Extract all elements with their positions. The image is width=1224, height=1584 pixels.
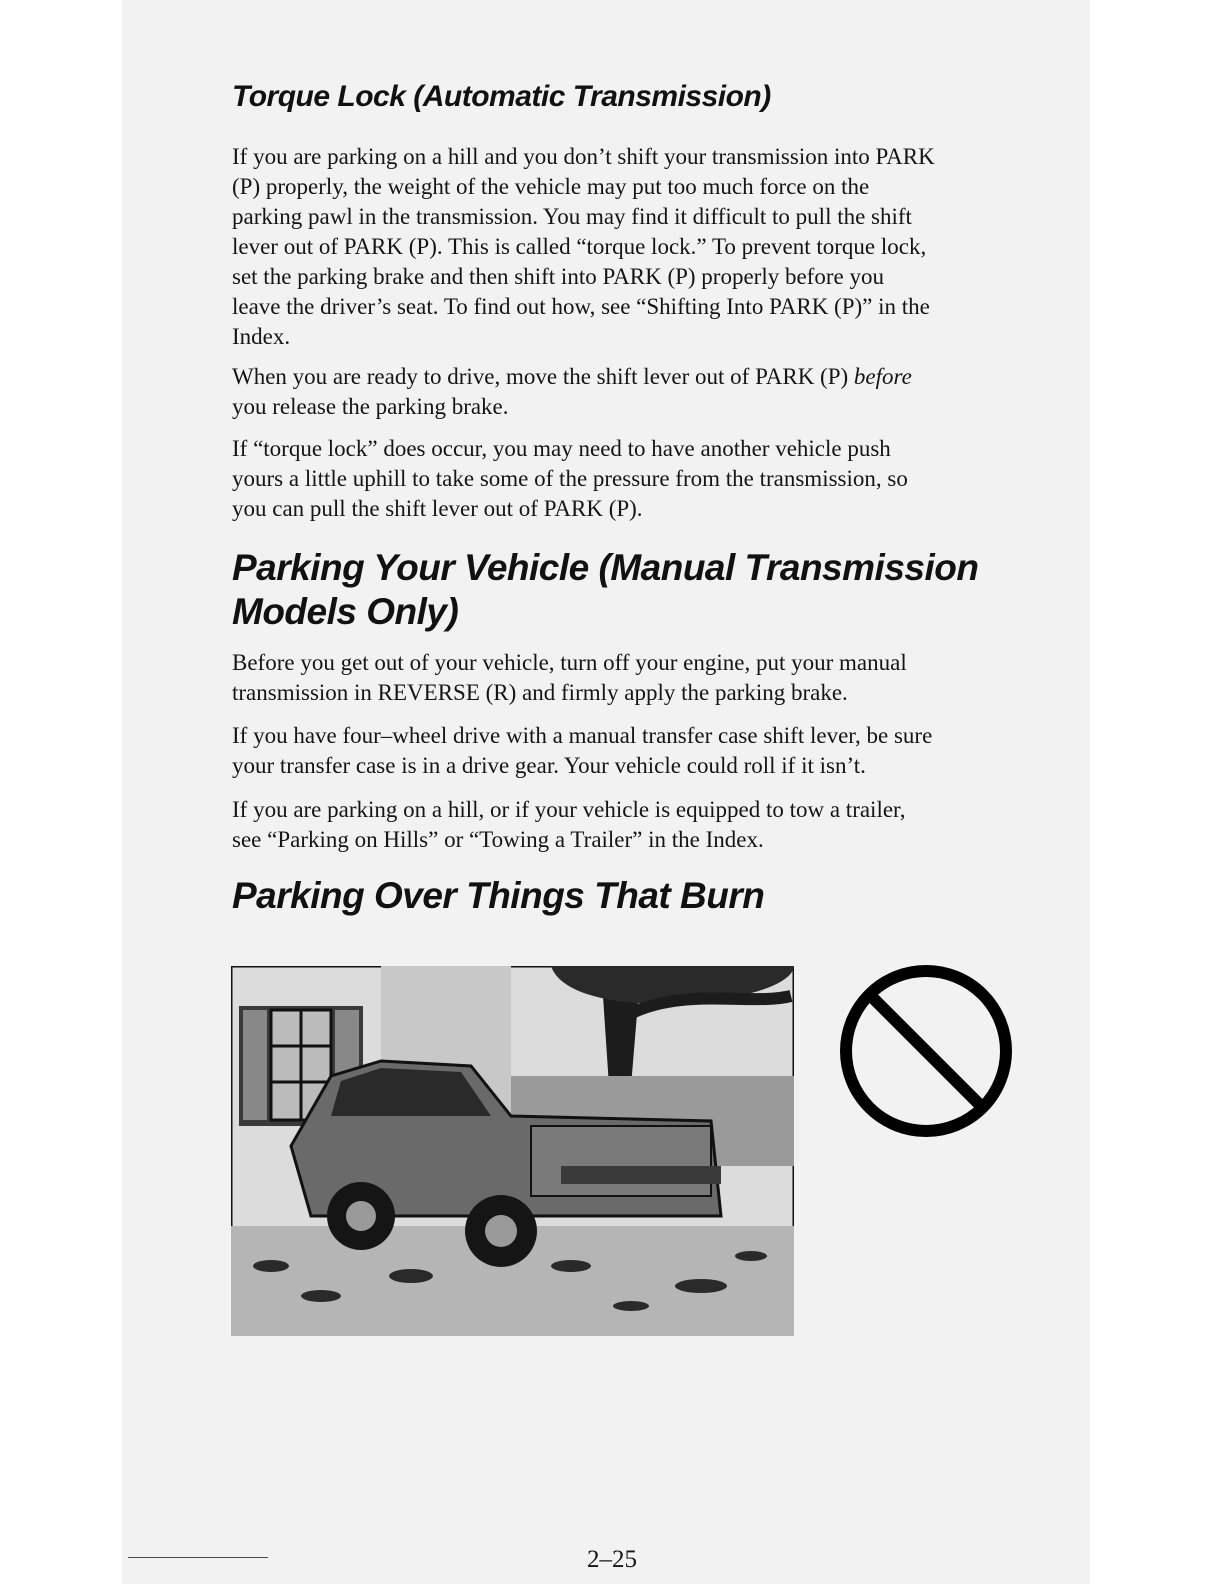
pickup-truck-parked-on-leaves-illustration	[231, 966, 794, 1336]
paragraph-ready-to-drive-end: you release the parking brake.	[232, 394, 509, 419]
paragraph-four-wheel-drive: If you have four–wheel drive with a manual transfer case shift lever, be sure your transfer case is in a drive gear. Your vehicle could roll if it isn’t.	[232, 723, 933, 778]
page-number: 2–25	[587, 1546, 637, 1573]
prohibition-circle-icon	[836, 961, 1016, 1141]
paragraph-torque-lock-occurs: If “torque lock” does occur, you may need to have another vehicle push yours a little uphill to take some of the pressure from the transmission, so you can pull the shift lever out of PARK (P).	[232, 436, 908, 521]
section-heading-torque-lock: Torque Lock (Automatic Transmission)	[232, 80, 771, 113]
paragraph-manual-reverse: Before you get out of your vehicle, turn off your engine, put your manual transmission in REVERSE (R) and firmly apply the parking brake.	[232, 650, 907, 705]
section-heading-things-that-burn: Parking Over Things That Burn	[232, 875, 765, 916]
section-heading-manual-transmission: Parking Your Vehicle (Manual Transmission Models Only)	[232, 547, 979, 632]
paragraph-ready-to-drive-start: When you are ready to drive, move the shift lever out of PARK (P)	[232, 364, 854, 389]
paragraph-hill-trailer: If you are parking on a hill, or if your vehicle is equipped to tow a trailer, see “Parking on Hills” or “Towing a Trailer” in the Index.	[232, 797, 906, 852]
paragraph-torque-lock-intro: If you are parking on a hill and you don’t shift your transmission into PARK (P) properly, the weight of the vehicle may put too much force on the parking pawl in the transmission. You may find it difficult to pull the shift lever out of PARK (P). This is called “torque lock.” To prevent torque lock, set the parking brake and then shift into PARK (P) properly before you leave the driver’s seat. To find out how, see “Shifting Into PARK (P)” in the Index.	[232, 144, 935, 349]
paragraph-ready-to-drive	[232, 362, 1062, 422]
footer-line	[128, 1557, 268, 1558]
emphasis-before: before	[853, 364, 912, 389]
